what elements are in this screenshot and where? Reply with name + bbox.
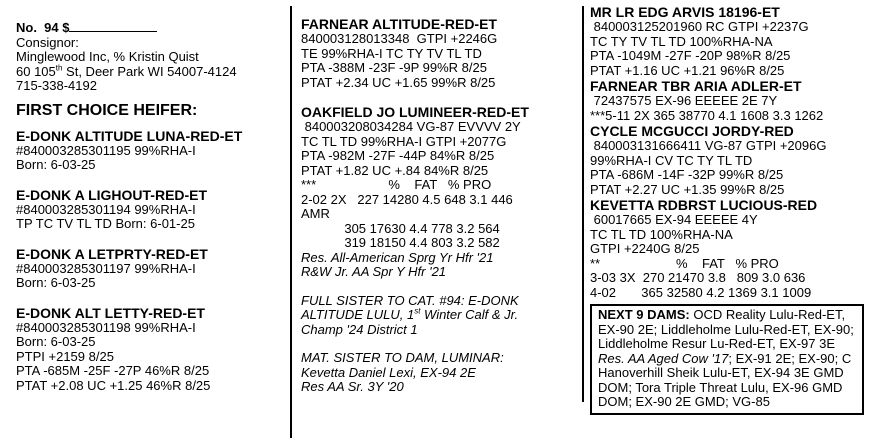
dam-honor: R&W Jr. AA Spr Y Hfr '21 [301,264,447,279]
record-row: 2-02 2X 227 14280 4.5 648 3.1 446 [301,191,513,207]
note-line: ALTITUDE LULU, 1st Winter Calf & Jr. [301,306,519,322]
pedigree-line: PTAT +2.27 UC +1.35 99%R 8/25 [590,181,785,197]
heifer-line: PTPI +2159 8/25 [16,348,114,364]
pedigree-entry [590,123,878,197]
dam-line: TC TL TD 99%RHA-I GTPI +2077G [301,133,507,149]
pedigree-line: PTA -686M -14F -32P 99%R 8/25 [590,167,784,182]
record-row: 319 18150 4.4 803 3.2 582 [301,235,500,250]
heifer-line: Born: 6-03-25 [16,157,96,172]
heifer-name: E-DONK ALT LETTY-RED-ET [16,304,205,321]
pedigree-line: 60017665 EX-94 EEEEE 4Y [590,212,758,227]
pedigree-line: ***5-11 2X 365 38770 4.1 1608 3.3 1262 [590,107,824,123]
heifer-line: PTAT +2.08 UC +1.25 46%R 8/25 [16,377,211,393]
heifer-line: #840003285301197 99%RHA-I [16,260,196,276]
sire-line: PTA -388M -23F -9P 99%R 8/25 [301,60,487,75]
heifer-entry [16,246,290,291]
pedigree-line: 72437575 EX-96 EEEEE 2E 7Y [590,93,778,108]
dam-entry [301,104,584,280]
pedigree-line: 840003125201960 RC GTPI +2237G [590,19,809,34]
next-dams-honor: Res. AA Aged Cow '17 [598,350,729,366]
full-sister-note [301,294,584,338]
heifer-name: E-DONK A LIGHOUT-RED-ET [16,186,208,203]
heifer-line: #840003285301198 99%RHA-I [16,319,196,335]
heifer-line: #840003285301195 99%RHA-I [16,142,196,158]
consignor-name: Minglewood Inc, % Kristin Quist [16,49,199,64]
heifer-line: Born: 6-03-25 [16,275,96,290]
pedigree-name: MR LR EDG ARVIS 18196-ET [590,4,780,20]
heifer-name: E-DONK ALTITUDE LUNA-RED-ET [16,127,243,144]
heifer-entry [16,128,290,173]
sire-entry [301,16,584,90]
note-line: Res AA Sr. 3Y '20 [301,379,404,394]
pedigree-line: 840003131666411 VG-87 GTPI +2096G [590,138,827,153]
column-pedigree [584,0,878,415]
column-consignor [0,0,290,393]
record-row: 305 17630 4.4 778 3.2 564 [301,220,500,236]
dam-name: OAKFIELD JO LUMINEER-RED-ET [301,104,529,120]
pedigree-line: TC TL TD 100%RHA-NA [590,226,733,242]
next-dams-box [590,304,864,415]
record-row: 3-03 3X 270 21470 3.8 809 3.0 636 [590,270,806,285]
first-choice-heading: FIRST CHOICE HEIFER: [16,101,198,119]
pedigree-entry [590,78,878,123]
pedigree-line: GTPI +2240G 8/25 [590,241,700,256]
consignor-label: Consignor: [16,34,79,50]
record-row: AMR [301,206,330,221]
dam-line: 840003208034284 VG-87 EVVVV 2Y [301,119,521,134]
dam-line: PTA -982M -27F -44P 84%R 8/25 [301,148,495,163]
dam-line: PTAT +1.82 UC +.84 84%R 8/25 [301,162,489,178]
next-dams-text: OCD Reality Lulu-Red-ET, EX-90 2E; Liddleholme Lulu-Red-ET, EX-90; Liddleholme Resur Lu-Red-ET, EX-97 3E [598,307,854,351]
pedigree-line: TC TY TV TL TD 100%RHA-NA [590,33,773,49]
consignor-address: 60 105th St, Deer Park WI 54007-4124 [16,63,237,79]
note-line: MAT. SISTER TO DAM, LUMINAR: [301,350,504,365]
mat-sister-note [301,351,584,395]
record-header: *** % FAT % PRO [301,177,492,192]
sire-line: PTAT +2.34 UC +1.65 99%R 8/25 [301,74,496,90]
record-row: 4-02 365 32580 4.2 1369 3.1 1009 [590,284,812,300]
price-blank [69,20,157,32]
note-line: FULL SISTER TO CAT. #94: E-DONK [301,292,519,308]
note-line: Kevetta Daniel Lexi, EX-94 2E [301,364,476,380]
sire-line: TE 99%RHA-I TC TY TV TL TD [301,45,482,61]
pedigree-name: FARNEAR TBR ARIA ADLER-ET [590,78,802,94]
pedigree-line: PTA -1049M -27F -20P 98%R 8/25 [590,48,791,63]
heifer-line: Born: 6-03-25 [16,334,96,349]
heifer-line: TP TC TV TL TD Born: 6-01-25 [16,216,195,231]
pedigree-entry [590,197,878,300]
note-line: Champ '24 District 1 [301,321,418,337]
column-sire-dam [292,0,584,395]
consignor-phone: 715-338-4192 [16,78,97,93]
pedigree-name: CYCLE MCGUCCI JORDY-RED [590,123,794,139]
heifer-name: E-DONK A LETPRTY-RED-ET [16,245,208,262]
heifer-line: #840003285301194 99%RHA-I [16,201,196,217]
pedigree-name: KEVETTA RDBRST LUCIOUS-RED [590,197,818,213]
sire-name: FARNEAR ALTITUDE-RED-ET [301,16,497,32]
pedigree-entry [590,4,878,78]
heifer-entry [16,305,290,394]
record-header: ** % FAT % PRO [590,255,779,271]
dam-honor: Res. All-American Sprg Yr Hfr '21 [301,249,494,265]
sire-line: 840003128013348 GTPI +2246G [301,31,498,46]
heifer-line: PTA -685M -25F -27P 46%R 8/25 [16,363,210,378]
next-dams-label: NEXT 9 DAMS: [598,307,690,322]
lot-number: No. 94 $ [16,20,290,36]
pedigree-line: PTAT +1.16 UC +1.21 96%R 8/25 [590,62,785,78]
pedigree-line: 99%RHA-I CV TC TY TL TD [590,152,753,168]
next-dams-text: ; EX-91 2E; EX-90; C Hanoverhill Sheik Lulu-ET, EX-94 3E GMD DOM; Tora Triple Threat Lulu, EX-96 GMD DOM; EX-90 2E GMD; VG-85 [598,350,852,409]
heifer-entry [16,187,290,232]
